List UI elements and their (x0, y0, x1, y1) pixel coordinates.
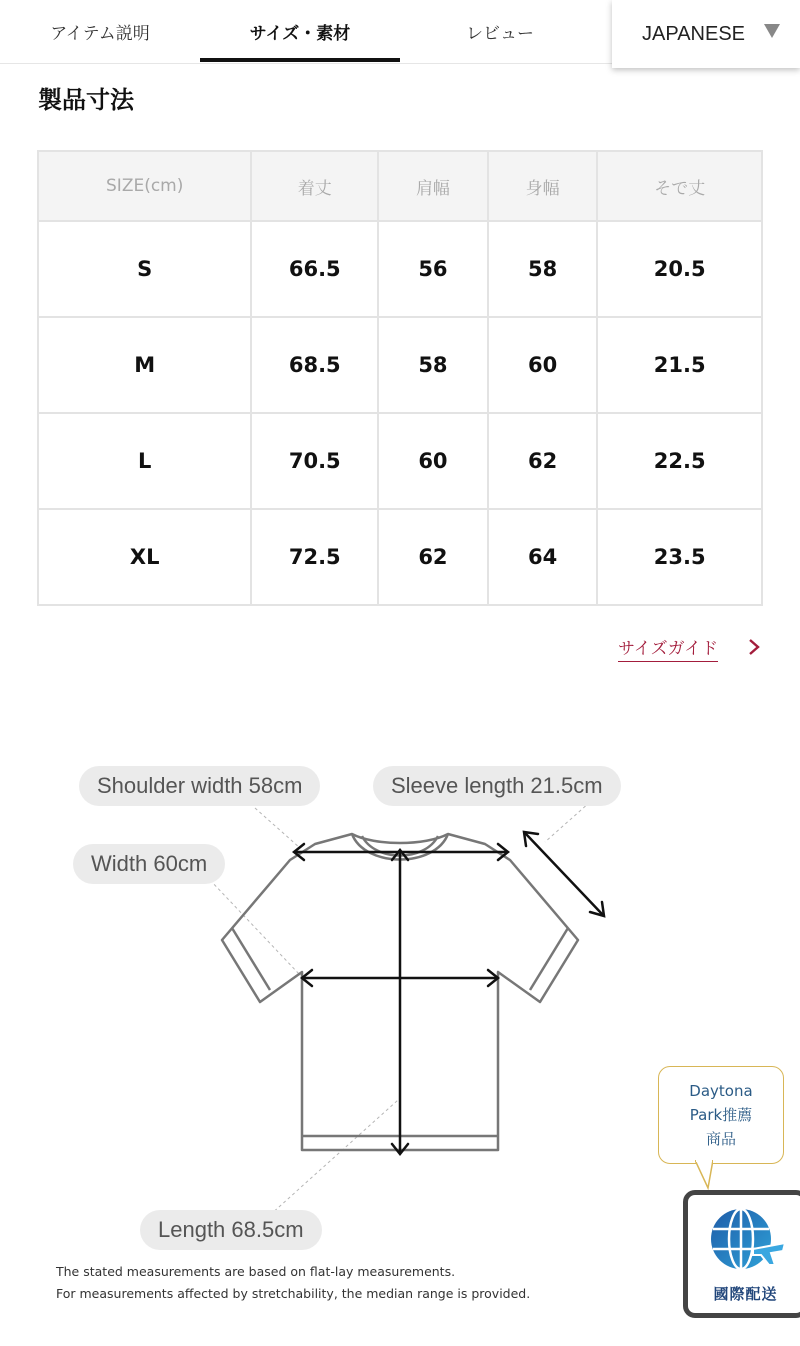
table-cell: 20.5 (597, 221, 762, 317)
length-label: Length 68.5cm (140, 1210, 322, 1250)
tooltip-tail-icon (695, 1160, 713, 1190)
globe-plane-icon (705, 1205, 787, 1277)
column-header-size: SIZE(cm) (38, 151, 251, 221)
caret-down-icon (764, 24, 780, 38)
table-cell: 56 (378, 221, 488, 317)
tab-size-material[interactable]: サイズ・素材 (249, 23, 351, 44)
column-header-sleeve: そで丈 (597, 151, 762, 221)
table-cell: M (38, 317, 251, 413)
table-row (38, 413, 762, 509)
size-guide-link[interactable]: サイズガイド (618, 634, 718, 662)
active-tab-indicator (200, 58, 400, 62)
table-cell: 23.5 (597, 509, 762, 605)
table-cell: 22.5 (597, 413, 762, 509)
table-header-row (38, 151, 762, 221)
table-row (38, 317, 762, 413)
table-row (38, 509, 762, 605)
section-title: 製品寸法 (38, 86, 134, 114)
table-cell: 70.5 (251, 413, 378, 509)
table-row (38, 221, 762, 317)
shipping-label: 國際配送 (713, 1285, 778, 1303)
table-cell: 62 (488, 413, 598, 509)
table-cell: 72.5 (251, 509, 378, 605)
table-cell: 66.5 (251, 221, 378, 317)
tshirt-diagram-icon (0, 740, 800, 1280)
width-label: Width 60cm (73, 844, 225, 884)
language-selected-label: JAPANESE (642, 22, 745, 45)
column-header-width: 身幅 (488, 151, 598, 221)
measurement-note-2: For measurements affected by stretchability, the median range is provided. (56, 1286, 531, 1301)
column-header-shoulder: 肩幅 (378, 151, 488, 221)
measurement-diagram (0, 740, 800, 1280)
table-cell: XL (38, 509, 251, 605)
table-cell: 64 (488, 509, 598, 605)
international-shipping-button[interactable] (683, 1190, 800, 1318)
language-select[interactable] (612, 0, 800, 68)
table-cell: 68.5 (251, 317, 378, 413)
sleeve-length-label: Sleeve length 21.5cm (373, 766, 621, 806)
table-cell: 60 (378, 413, 488, 509)
table-cell: L (38, 413, 251, 509)
table-cell: 58 (488, 221, 598, 317)
table-cell: 58 (378, 317, 488, 413)
tooltip-line-1: Daytona (689, 1082, 753, 1100)
table-cell: 60 (488, 317, 598, 413)
measurement-note-1: The stated measurements are based on flat-lay measurements. (56, 1264, 456, 1279)
size-table (37, 150, 763, 606)
recommend-tooltip[interactable] (658, 1066, 784, 1164)
tooltip-line-2: Park推薦 (689, 1106, 753, 1124)
tab-review[interactable]: レビュー (466, 23, 534, 44)
chevron-right-icon[interactable] (744, 636, 764, 658)
table-cell: S (38, 221, 251, 317)
tooltip-line-3: 商品 (705, 1130, 736, 1148)
table-cell: 21.5 (597, 317, 762, 413)
table-cell: 62 (378, 509, 488, 605)
tab-item-description[interactable]: アイテム説明 (50, 23, 150, 44)
column-header-length: 着丈 (251, 151, 378, 221)
shoulder-width-label: Shoulder width 58cm (79, 766, 320, 806)
